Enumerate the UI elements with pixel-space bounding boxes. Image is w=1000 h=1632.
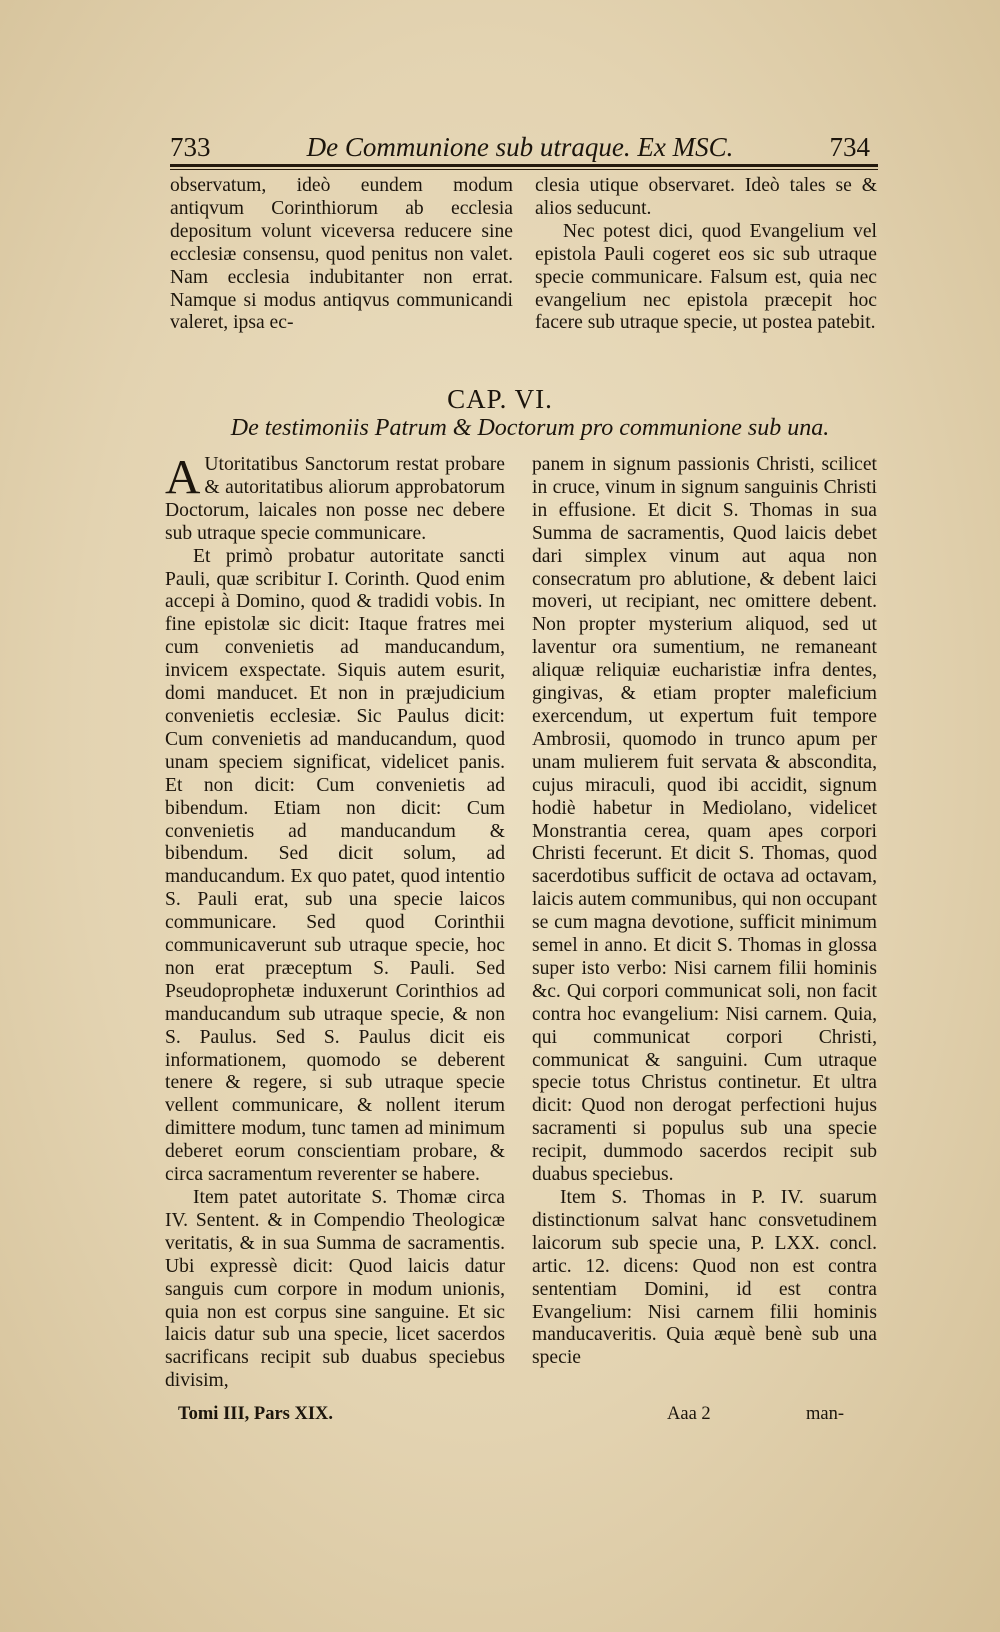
paragraph: panem in signum passionis Christi, scilicet in cruce, vinum in signum sanguinis Christi in effusione. Et dicit S. Thomas in sua Summa de sacramentis, Quod laicis debet dari simplex vinum aut aqua non consecratum pro ablutione, & debent laici moveri, ut recipiant, nec omittere debent. Non propter mysterium aliquod, sed ut laventur ora sumentium, ne remaneant aliquæ reliquiæ eucharistiæ infra dentes, gingivas, & etiam propter maleficium exercendum, ut expertum fuit tempore Ambrosii, quomodo in trunco apum per unam mulierem fuit servata & abscondita, cujus miraculi, quod ibi accidit, signum hodiè habetur in Mediolano, videlicet Monstrantia cerea, quam apes corpori Christi fecerunt. Et dicit S. Thomas, quod sacerdotibus sufficit de octava ad octavam, laicis autem communibus, qui non occupant se cum magna devotione, sufficit minimum semel in anno. Et dicit S. Thomas in glossa super isto verbo: Nisi carnem filii hominis &c. Qui corpori communicat soli, non facit contra hoc evangelium: Nisi carnem. Quia, qui communicat corpori Christi, communicat & sanguini. Cum utraque specie totus Christus continetur. Et ultra dicit: Quod non derogat perfectioni hujus sacramenti si populus sub una specie recipit, dummodo sacerdos recipit sub duabus speciebus. [532, 454, 877, 1186]
paragraph: Et primò probatur autoritate sancti Pauli, quæ scribitur I. Corinth. Quod enim accepi à Domino, quod & tradidi vobis. In fine epistolæ sic dicit: Itaque fratres mei cum convenietis ad manducandum, invicem exspectate. Siquis autem esurit, domi manducet. Et non in præjudicium convenietis ecclesiæ. Sic Paulus dicit: Cum convenietis ad manducandum, quod unam speciem significat, videlicet panis. Et non dicit: Cum convenietis ad bibendum. Etiam non dicit: Cum convenietis ad manducandum & bibendum. Sed dicit solum, ad manducandum. Ex quo patet, quod intentio S. Pauli erat, sub una specie laicos communicare. Sed quod Corinthii communicaverunt sub utraque specie, hoc non erat præceptum S. Pauli. Sed Pseudoprophetæ induxerunt Corinthios ad manducandum sub utraque specie, & non S. Paulus. Sed S. Paulus dicit eis informationem, quomodo se deberent tenere & regere, si sub utraque specie vellent communicare, & nollent iterum dimittere modum, tunc tamen ad minimum deberet eorum conscientiam probare, & circa sacramentum reverenter se habere. [165, 545, 505, 1186]
paragraph: Nec potest dici, quod Evangelium vel epistola Pauli cogeret eos sic sub utraque specie communicare. Falsum est, quia nec evangelium nec epistola præcepit hoc facere sub utraque specie, ut postea patebit. [535, 220, 877, 334]
header-rule-thin [170, 169, 878, 170]
volume-line: Tomi III, Pars XIX. [178, 1404, 334, 1424]
drop-cap: A [165, 449, 201, 504]
paragraph: Item patet autoritate S. Thomæ circa IV. Sentent. & in Compendio Theologicæ veritatis, & in sua Summa de sacramentis. Ubi expressè dicit: Quod laicis datur sanguis cum corpore in modum unionis, quia non est corpus sine sanguine. Et sic laicis datur sub una specie, licet sacerdos sacrificans recipit sub duabus speciebus divisim, [165, 1187, 505, 1392]
left-column [165, 449, 505, 1393]
top-right-column [535, 175, 877, 335]
chapter-subtitle: De testimoniis Patrum & Doctorum pro communione sub una. [230, 415, 830, 441]
right-column [532, 454, 877, 1370]
chapter-heading: CAP. VI. [447, 384, 553, 414]
paragraph: observatum, ideò eundem modum antiqvum Corinthiorum ab ecclesia depositum volunt viceversa reducere sine ecclesiæ consensu, quod penitus non valet. Nam ecclesia indubitanter non errat. Namque si modus antiqvus communicandi valeret, ipsa ec- [170, 175, 513, 334]
paragraph: Utoritatibus Sanctorum restat probare & autoritatibus aliorum approbatorum Doctorum, laicales non posse nec debere sub utraque specie communicare. [165, 454, 505, 544]
catchword: man- [806, 1404, 845, 1424]
signature-mark: Aaa 2 [667, 1404, 711, 1424]
running-header [170, 132, 870, 164]
top-left-column [170, 175, 513, 335]
paragraph: clesia utique observaret. Ideò tales se & alios seducunt. [535, 175, 877, 219]
page-number-right: 734 [829, 132, 870, 162]
paragraph: Item S. Thomas in P. IV. suarum distinctionum salvat hanc consvetudinem laicorum sub specie una, P. LXX. concl. artic. 12. dicens: Quod non est contra sententiam Domini, id est contra Evangelium: Nisi carnem filii hominis manducaveritis. Quia æquè benè sub una specie [532, 1187, 877, 1369]
running-title: De Communione sub utraque. Ex MSC. [306, 132, 734, 162]
page-number-left: 733 [170, 132, 211, 162]
header-rule [170, 164, 878, 167]
